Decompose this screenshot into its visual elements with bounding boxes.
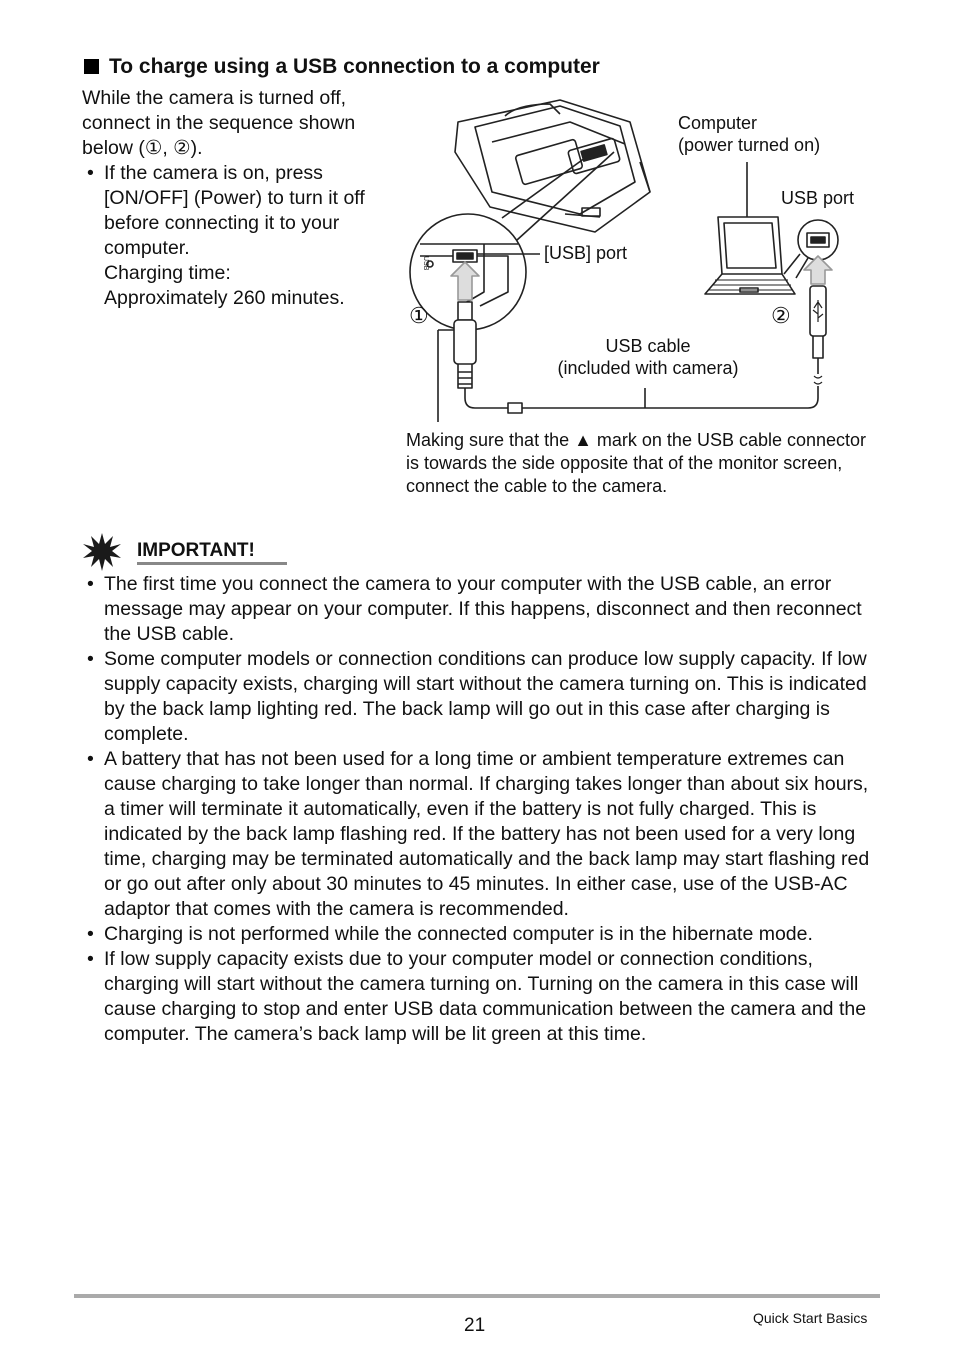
section-heading-text: To charge using a USB connection to a computer xyxy=(109,55,600,78)
camera-port-engraving: USB xyxy=(422,256,429,271)
square-bullet-icon xyxy=(84,59,99,74)
footer-rule xyxy=(74,1294,880,1298)
computer-label-line1: Computer xyxy=(678,113,758,133)
important-item: • A battery that has not been used for a long time or ambient temperature extremes can cause charging to take longer than normal. If charging takes longer than about six hours, a timer will terminate it automatically, even if the battery is not fully charged. This is indicated by the back lamp flashing red. If the battery has not been used for a very long time, charging may be terminated automatically and the back lamp may start flashing red or go out after only about 30 minutes to 45 minutes. In either case, use of the USB-AC adaptor that comes with the camera is recommended. xyxy=(82,747,882,922)
camera-usb-port-label: [USB] port xyxy=(544,243,628,263)
important-item: • If low supply capacity exists due to your computer model or connection conditions, charging will start without the camera turning on. Turning on the camera in this case will cause charging to stop and enter USB data communication between the camera and the computer. The camera’s back lamp will be lit green at this time. xyxy=(82,947,882,1047)
step-1-marker: ① xyxy=(409,303,429,328)
computer-label-line2: (power turned on) xyxy=(678,135,821,155)
page-number: 21 xyxy=(464,1315,486,1336)
computer-side-plug-illustration xyxy=(800,286,826,408)
important-item: • Some computer models or connection conditions can produce low supply capacity. If low supply capacity exists, charging will start without the camera turning on. This is indicated by the back lamp lighting red. The back lamp will go out in this case after charging is complete. xyxy=(82,647,882,747)
charging-time-value: Approximately 260 minutes. xyxy=(104,287,345,309)
starburst-icon xyxy=(82,532,122,572)
camera-cradle-illustration xyxy=(455,100,650,232)
usb-cable-label-line2: (included with camera) xyxy=(557,358,739,378)
charging-time-label: Charging time: xyxy=(104,262,231,284)
intro-bullet xyxy=(82,161,382,311)
important-item: • The first time you connect the camera to your computer with the USB cable, an error message may appear on your computer. If this happens, disconnect and then reconnect the USB cable. xyxy=(82,572,882,647)
connection-diagram xyxy=(400,92,880,422)
step-2-marker: ② xyxy=(771,303,791,328)
insert-arrow-2 xyxy=(804,256,832,284)
usb-port-label: USB port xyxy=(781,188,855,208)
footer-section-name: Quick Start Basics xyxy=(753,1310,868,1326)
intro-block xyxy=(82,86,382,311)
intro-bullet-text: If the camera is on, press [ON/OFF] (Power) to turn it off before connecting it to your computer. xyxy=(104,162,365,259)
important-underline xyxy=(137,562,287,565)
section-heading xyxy=(84,54,600,80)
intro-text: While the camera is turned off, connect in the sequence shown below (①, ②). xyxy=(82,87,356,159)
important-label: IMPORTANT! xyxy=(137,540,255,561)
important-list xyxy=(82,572,882,1047)
important-header xyxy=(82,532,292,572)
important-item: • Charging is not performed while the connected computer is in the hibernate mode. xyxy=(82,922,882,947)
usb-cable-label-line1: USB cable xyxy=(605,336,691,356)
connector-orientation-note: Making sure that the ▲ mark on the USB cable connector is towards the side opposite that of the monitor screen, connect the cable to the camera. xyxy=(406,430,867,496)
laptop-illustration xyxy=(705,217,795,294)
